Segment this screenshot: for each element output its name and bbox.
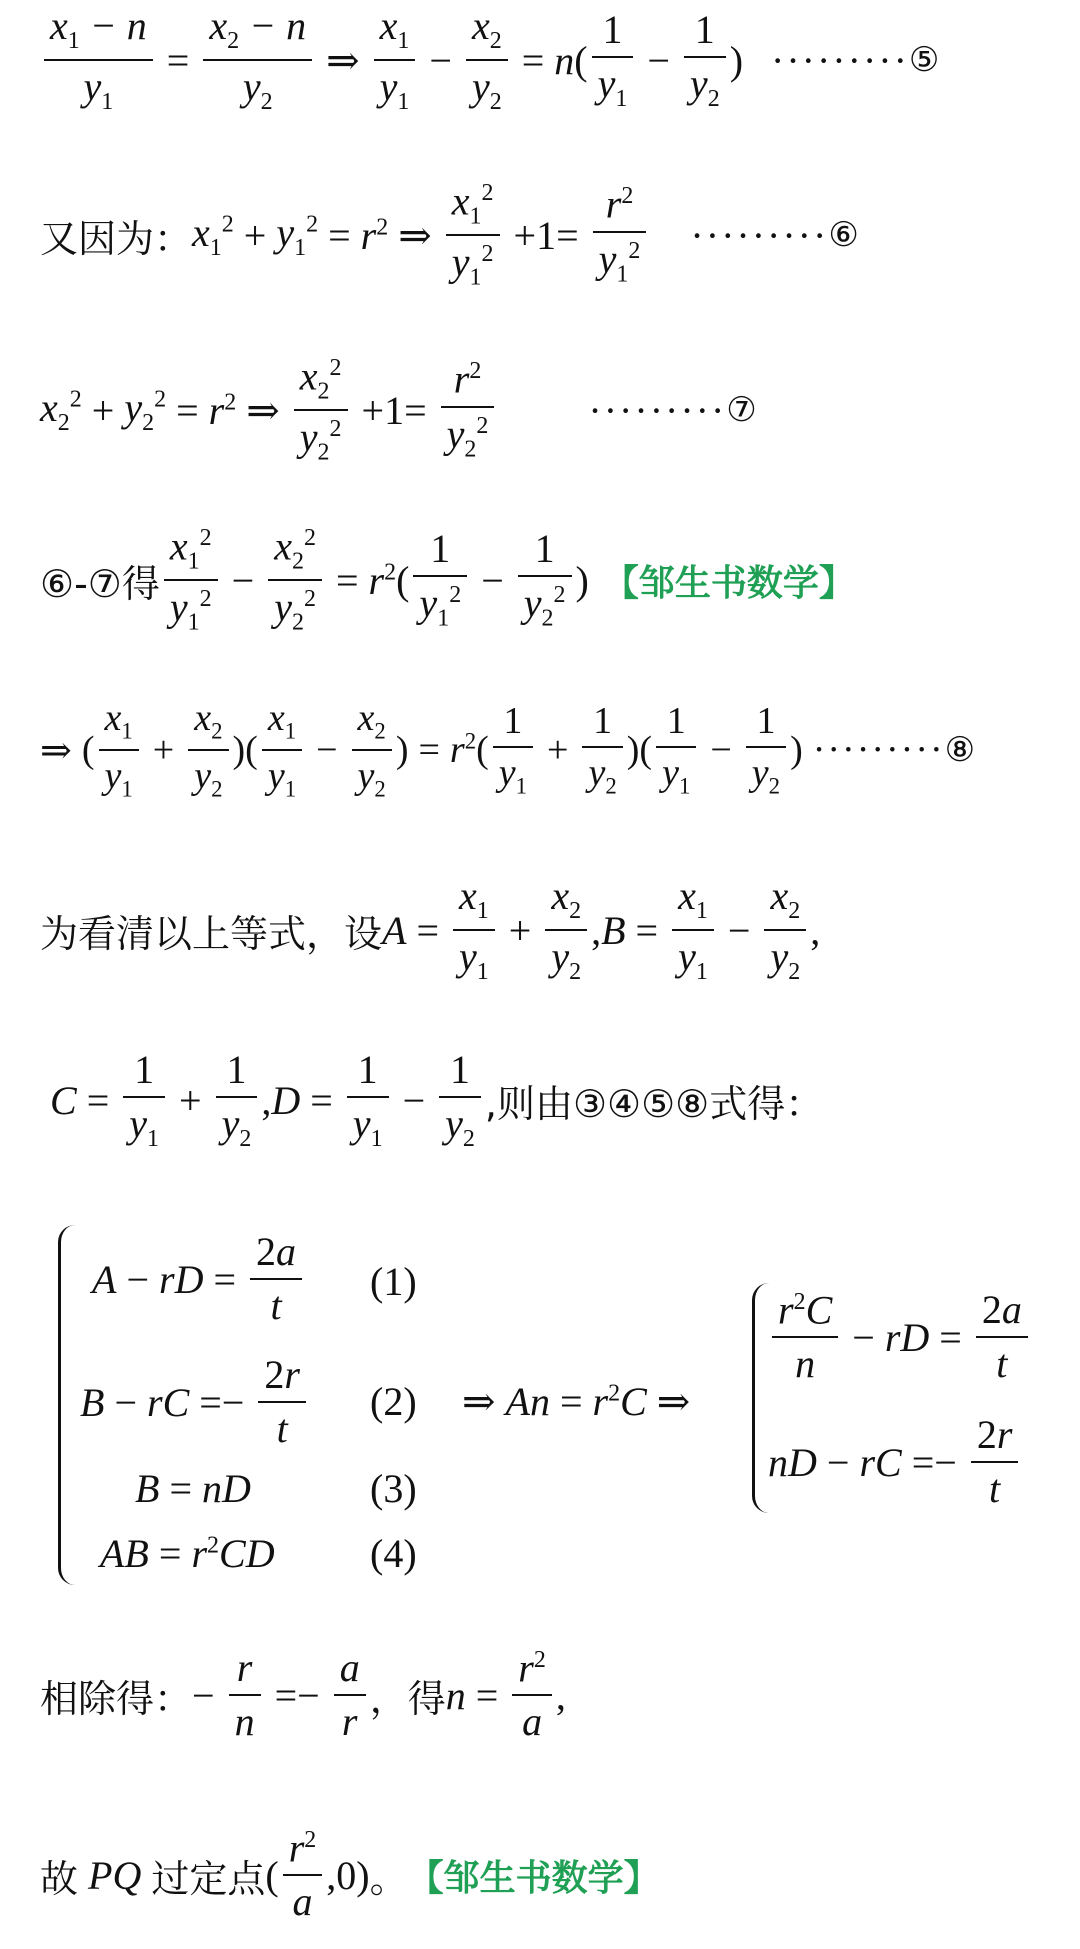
system-eq-2: B − rC =− $\frac{2r}{t}$ xyxy=(80,1355,310,1449)
intro-text-2: 为看清以上等式，设 xyxy=(40,911,383,956)
equation-line-3: $x_2^2$ + $y_2^2$ = $r^2$ ⇒ $\frac{x_2^2}{y_2^2}$ +1= $\frac{r^2}{y_2^2}$ ········· ⑦ xyxy=(40,353,757,466)
equation-tag-8: ⑧ xyxy=(944,730,976,770)
equation-tag-6: ⑥ xyxy=(828,215,859,255)
equation-line-4: ⑥-⑦得 $\frac{x_1^2}{y_1^2}$ − $\frac{x_2^2}{y_2^2}$ = $r^2$ ( $\frac{1}{y_1^2}$ − $\frac{1}{y_2^2}$ ) 【邹生书数学】 xyxy=(40,523,855,636)
implication: ⇒ An = $r^2C$ ⇒ xyxy=(462,1379,691,1424)
system-eq-3: B = nD xyxy=(135,1466,251,1511)
equation-line-9: 相除得： − $\frac{r}{n}$ =− $\frac{a}{r}$ ，得 n = $\frac{r^2}{a}$ , xyxy=(40,1645,566,1745)
brand-tag-2: 【邹生书数学】 xyxy=(407,1857,660,1899)
brand-tag: 【邹生书数学】 xyxy=(602,562,855,604)
divide-label: 相除得： xyxy=(40,1676,193,1721)
equation-line-5: ⇒ ( $\frac{x_1}{y_1}$ + $\frac{x_2}{y_2}$ )( $\frac{x_1}{y_1}$ − $\frac{x_2}{y_2}$ ) = $r^2$ ( $\frac{1}{y_1}$ + $\frac{1}{y_2}$ )( $\frac{1}{y_1}$ − $\frac{1}{y_2}$ ) ········· ⑧ xyxy=(40,696,976,802)
equation-line-7: C = $\frac{1}{y_1}$ + $\frac{1}{y_2}$ , D = $\frac{1}{y_1}$ − $\frac{1}{y_2}$ ,则由③④⑤⑧式得： xyxy=(50,1046,824,1152)
right-brace xyxy=(752,1283,769,1513)
result-eq-1: $\frac{r^2C}{n}$ − rD = $\frac{2a}{t}$ xyxy=(768,1290,1032,1384)
fixed-point-label: 过定点 xyxy=(151,1856,266,1901)
result-eq-2: nD − rC =− $\frac{2r}{t}$ xyxy=(768,1415,1022,1509)
reference-text: ,则由③④⑤⑧式得： xyxy=(484,1081,824,1126)
eq-label-4: (4) xyxy=(370,1531,417,1576)
eq-label-3: (3) xyxy=(370,1466,417,1511)
left-brace xyxy=(58,1225,75,1585)
intro-text: 又因为： xyxy=(40,216,193,261)
result-label: ，得 xyxy=(369,1676,446,1721)
equation-line-2: 又因为： $x_1^2$ + $y_1^2$ = $r^2$ ⇒ $\frac{x_1^2}{y_1^2}$ +1= $\frac{r^2}{y_1^2}$ ········· ⑥ xyxy=(40,178,859,291)
subtract-label: ⑥-⑦得 xyxy=(40,561,160,606)
equation-line-10: 故 PQ 过定点 ( $\frac{r^2}{a}$ ,0) 。 【邹生书数学】 xyxy=(40,1825,660,1925)
equation-line-6: 为看清以上等式，设 A = $\frac{x_1}{y_1}$ + $\frac{x_2}{y_2}$ , B = $\frac{x_1}{y_1}$ − $\frac{x_2}{y_2}$ , xyxy=(40,873,821,985)
equation-tag-7: ⑦ xyxy=(726,390,757,430)
period: 。 xyxy=(369,1856,408,1901)
system-eq-4: AB = $r^2CD$ xyxy=(100,1531,275,1576)
equation-tag-5: ⑤ xyxy=(908,40,940,80)
conclusion-label: 故 xyxy=(40,1856,79,1901)
equation-line-1: $\frac{x_1 - n}{y_1}$ = $\frac{x_2 - n}{y_2}$ ⇒ $\frac{x_1}{y_1}$ − $\frac{x_2}{y_2}$ = n ( $\frac{1}{y_1}$ − $\frac{1}{y_2}$ ) ········· ⑤ xyxy=(40,10,939,110)
system-eq-1: A − rD = $\frac{2a}{t}$ xyxy=(92,1232,306,1326)
eq-label-1: (1) xyxy=(370,1259,417,1304)
eq-label-2: (2) xyxy=(370,1379,417,1424)
